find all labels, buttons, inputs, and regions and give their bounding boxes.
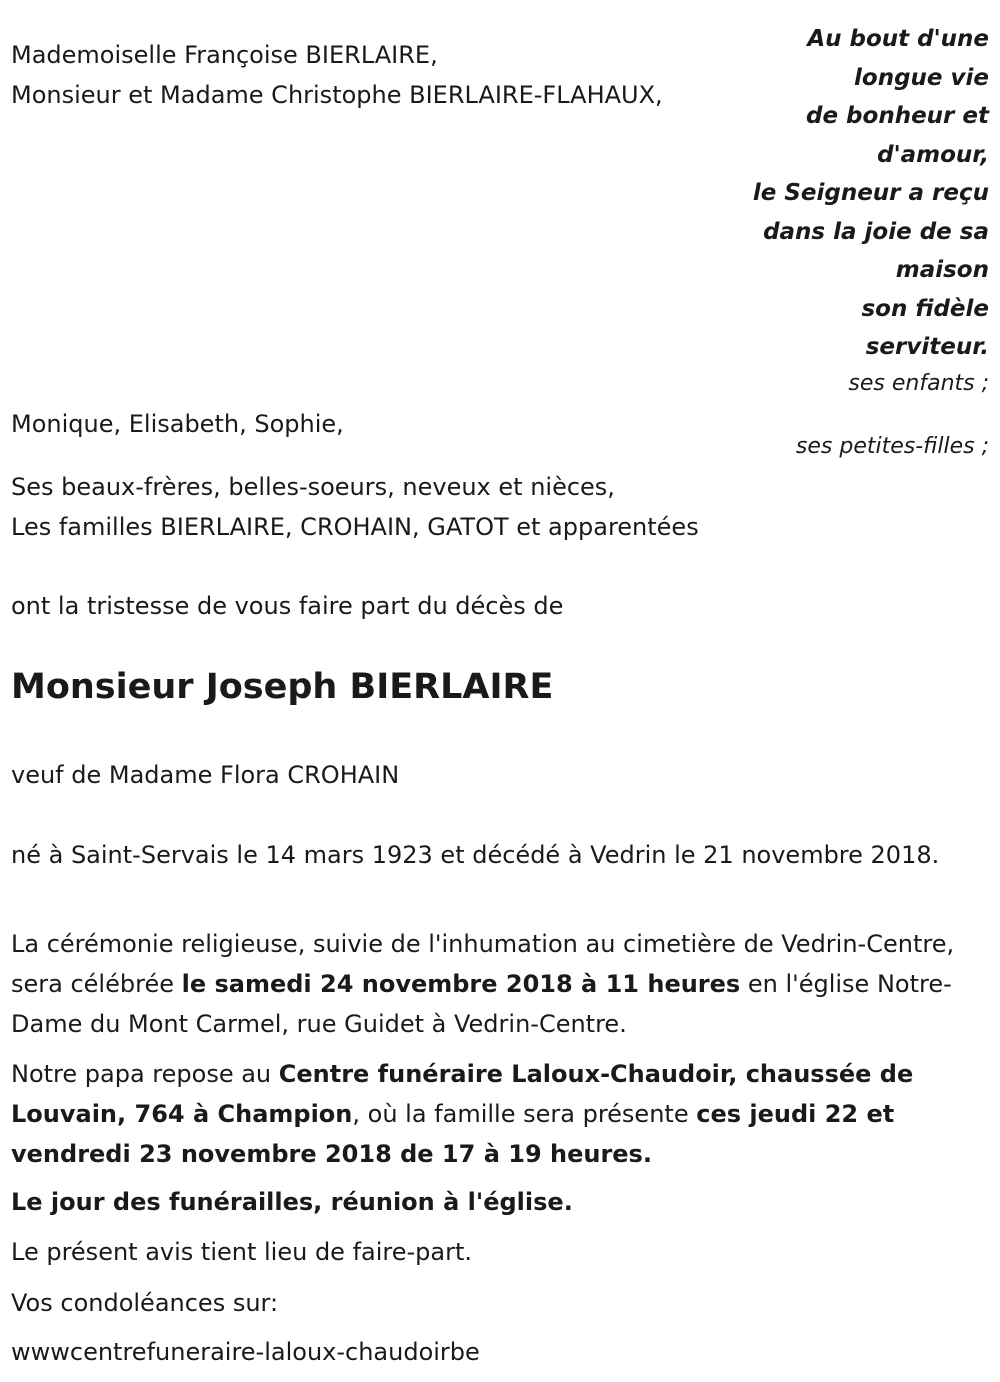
announcement: ont la tristesse de vous faire part du décès de [11,592,564,620]
family-line-4: Ses beaux-frères, belles-soeurs, neveux et nièces, [11,473,615,501]
ceremony-date: le samedi 24 novembre 2018 à 11 heures [181,970,741,998]
quote-line: son fidèle [861,295,989,322]
quote-line: de bonheur et [805,103,989,129]
quote-line: maison [895,257,989,283]
visitation-place: Centre funéraire Laloux-Chaudoir, chaussée de Louvain, 764 à Champion [11,1060,914,1128]
ceremony-paragraph [11,924,971,1044]
birth-death-dates: né à Saint-Servais le 14 mars 1923 et décédé à Vedrin le 21 novembre 2018. [11,841,940,869]
ceremony-place: en l'église Notre-Dame du Mont Carmel, rue Guidet à Vedrin-Centre. [11,970,952,1038]
quote-line: longue vie [854,64,989,91]
funeral-note: Le jour des funérailles, réunion à l'église. [11,1188,573,1216]
quote-line: Au bout d'une [807,26,989,52]
widow-of: veuf de Madame Flora CROHAIN [11,761,400,789]
deceased-name: Monsieur Joseph BIERLAIRE [11,667,554,707]
visitation-text: Notre papa repose au [11,1060,279,1088]
visitation-paragraph [11,1054,971,1174]
family-line-1: Mademoiselle Françoise BIERLAIRE, [11,41,438,69]
notice-note: Le présent avis tient lieu de faire-part. [11,1238,473,1266]
label-grandchildren: ses petites-filles ; [795,434,989,459]
family-line-5: Les familles BIERLAIRE, CROHAIN, GATOT et apparentées [11,513,699,541]
website-link[interactable]: wwwcentrefuneraire-laloux-chaudoirbe [11,1338,480,1366]
quote-line: le Seigneur a reçu [752,180,989,206]
condolences-label: Vos condoléances sur: [11,1289,279,1317]
quote-line: dans la joie de sa [763,218,989,245]
quote-line: d'amour, [877,141,989,168]
family-line-2: Monsieur et Madame Christophe BIERLAIRE-FLAHAUX, [11,81,663,109]
ceremony-text: La cérémonie religieuse, suivie de l'inhumation au cimetière de Vedrin-Centre, sera célébrée [11,930,955,998]
quote-line: serviteur. [865,334,989,360]
visitation-text-middle: , où la famille sera présente [352,1100,697,1128]
quote-block [739,20,989,367]
visitation-dates: ces jeudi 22 et vendredi 23 novembre 2018 de 17 à 19 heures. [11,1100,895,1168]
family-line-3: Monique, Elisabeth, Sophie, [11,410,344,438]
label-children: ses enfants ; [848,371,989,396]
